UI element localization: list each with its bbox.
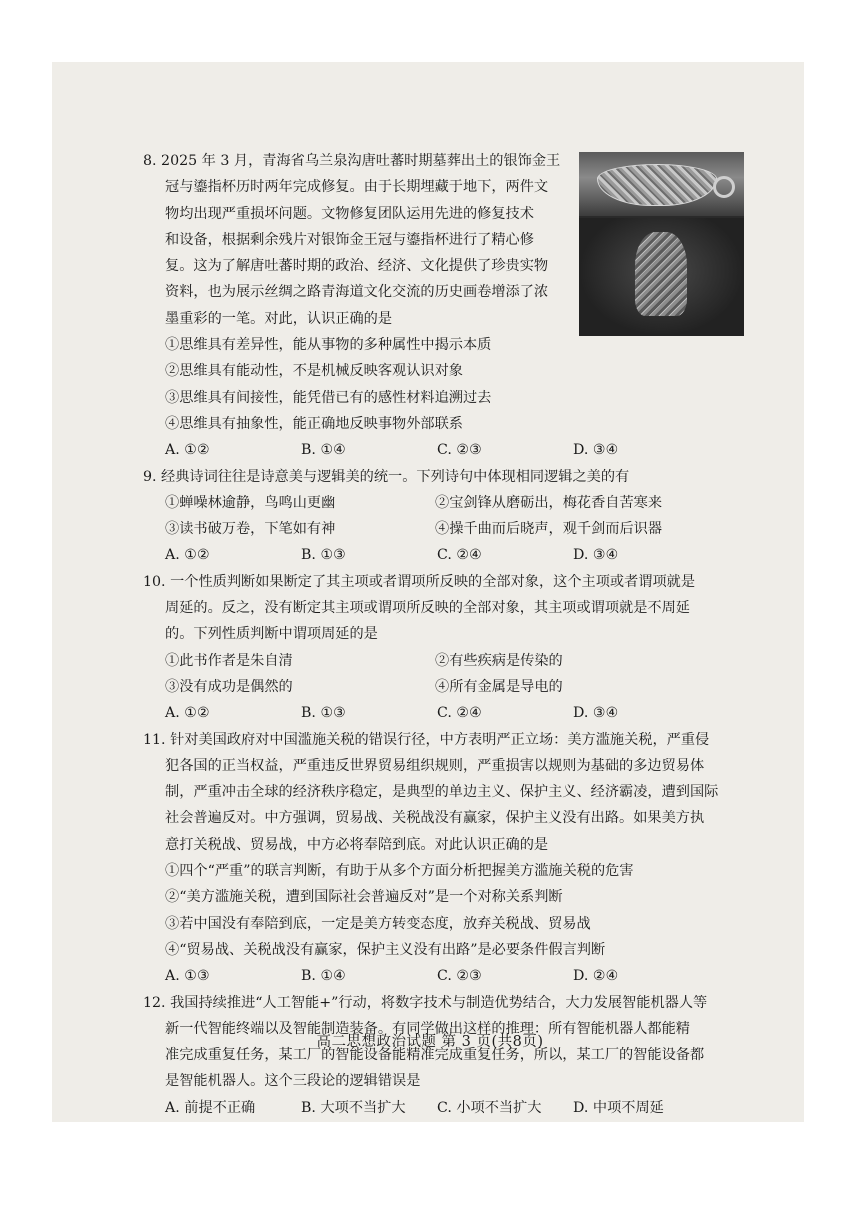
statement: ③读书破万卷，下笔如有神 — [165, 521, 336, 538]
question-9-line: 9. 经典诗词往往是诗意美与逻辑美的统一。下列诗句中体现相同逻辑之美的有 — [143, 468, 630, 485]
question-8-line: 资料，也为展示丝绸之路青海道文化交流的历史画卷增添了浓 — [165, 284, 549, 301]
statement: ④操千曲而后晓声，观千剑而后识器 — [435, 521, 663, 538]
statement: ②宝剑锋从磨砺出，梅花香自苦寒来 — [435, 494, 663, 511]
option-a[interactable]: A. ①③ — [165, 968, 210, 985]
answer-options — [143, 1095, 743, 1121]
question-12-line: 新一代智能终端以及智能制造装备。有同学做出这样的推理：所有智能机器人都能精 — [165, 1020, 690, 1037]
question-12-line: 是智能机器人。这个三段论的逻辑错误是 — [165, 1073, 421, 1090]
answer-options — [143, 542, 743, 568]
statement-row — [143, 490, 743, 516]
option-c[interactable]: C. ②③ — [437, 442, 482, 459]
question-11-line: 社会普遍反对。中方强调，贸易战、关税战没有赢家，保护主义没有出路。如果美方执 — [165, 810, 705, 827]
statement: ①四个“严重”的联言判断，有助于从多个方面分析把握美方滥施关税的危害 — [165, 863, 634, 880]
answer-options — [143, 437, 743, 463]
statement: ①蝉噪林逾静，鸟鸣山更幽 — [165, 494, 336, 511]
option-d[interactable]: D. ③④ — [573, 547, 619, 564]
option-a[interactable]: A. ①② — [165, 442, 210, 459]
statement: ①此书作者是朱自清 — [165, 652, 293, 669]
option-a[interactable]: A. ①② — [165, 705, 210, 722]
question-11-line: 制，严重冲击全球的经济秩序稳定，是典型的单边主义、保护主义、经济霸凌，遭到国际 — [165, 784, 719, 801]
option-a[interactable]: A. 前提不正确 — [165, 1099, 256, 1116]
option-d[interactable]: D. ③④ — [573, 442, 619, 459]
question-10 — [143, 569, 743, 727]
option-c[interactable]: C. 小项不当扩大 — [437, 1099, 542, 1116]
answer-options — [143, 700, 743, 726]
option-a[interactable]: A. ①② — [165, 547, 210, 564]
statement: ②思维具有能动性，不是机械反映客观认识对象 — [165, 363, 463, 380]
option-b[interactable]: B. ①④ — [301, 968, 346, 985]
question-8-line: 墨重彩的一笔。对此，认识正确的是 — [165, 310, 393, 327]
statement: ③若中国没有奉陪到底，一定是美方转变态度，放弃关税战、贸易战 — [165, 915, 591, 932]
option-b[interactable]: B. ①③ — [301, 547, 346, 564]
question-12-line: 准完成重复任务，某工厂的智能设备能精准完成重复任务，所以，某工厂的智能设备都 — [165, 1047, 705, 1064]
question-content — [143, 148, 743, 1121]
option-d[interactable]: D. 中项不周延 — [573, 1099, 664, 1116]
statement: ④“贸易战、关税战没有赢家，保护主义没有出路”是必要条件假言判断 — [165, 941, 606, 958]
question-8-line: 和设备，根据剩余残片对银饰金王冠与鎏指杯进行了精心修 — [165, 231, 534, 248]
statement: ③没有成功是偶然的 — [165, 678, 293, 695]
statement: ④思维具有抽象性，能正确地反映事物外部联系 — [165, 415, 463, 432]
question-8 — [143, 148, 743, 464]
statement: ④所有金属是导电的 — [435, 678, 563, 695]
option-b[interactable]: B. 大项不当扩大 — [301, 1099, 406, 1116]
question-8-line: 物均出现严重损坏问题。文物修复团队运用先进的修复技术 — [165, 205, 534, 222]
statement-row — [143, 648, 743, 674]
statement: ②“美方滥施关税，遭到国际社会普遍反对”是一个对称关系判断 — [165, 889, 563, 906]
statement: ③思维具有间接性，能凭借已有的感性材料追溯过去 — [165, 389, 492, 406]
option-b[interactable]: B. ①③ — [301, 705, 346, 722]
statement-row — [143, 516, 743, 542]
statement: ①思维具有差异性，能从事物的多种属性中揭示本质 — [165, 337, 492, 354]
question-10-line: 10. 一个性质判断如果断定了其主项或者谓项所反映的全部对象，这个主项或者谓项就是 — [143, 573, 696, 590]
question-10-line: 周延的。反之，没有断定其主项或谓项所反映的全部对象，其主项或谓项就是不周延 — [165, 600, 690, 617]
question-8-line: 复。这为了解唐吐蕃时期的政治、经济、文化提供了珍贵实物 — [165, 258, 549, 275]
question-12 — [143, 990, 743, 1121]
question-11 — [143, 727, 743, 990]
question-12-line: 12. 我国持续推进“人工智能+”行动，将数字技术与制造优势结合，大力发展智能机器人等 — [143, 994, 708, 1011]
option-c[interactable]: C. ②③ — [437, 968, 482, 985]
question-11-line: 犯各国的正当权益，严重违反世界贸易组织规则，严重损害以规则为基础的多边贸易体 — [165, 757, 705, 774]
statement-row — [143, 674, 743, 700]
option-d[interactable]: D. ②④ — [573, 968, 619, 985]
page-footer: 高二思想政治试题 第 3 页(共8页) — [316, 1034, 544, 1050]
question-8-line: 冠与鎏指杯历时两年完成修复。由于长期埋藏于地下，两件文 — [165, 179, 549, 196]
question-11-line: 意打关税战、贸易战，中方必将奉陪到底。对此认识正确的是 — [165, 836, 549, 853]
question-8-line: 8. 2025 年 3 月，青海省乌兰泉沟唐吐蕃时期墓葬出土的银饰金王 — [143, 153, 561, 169]
question-11-line: 11. 针对美国政府对中国滥施关税的错误行径，中方表明严正立场：美方滥施关税，严重侵 — [143, 731, 710, 748]
question-9 — [143, 464, 743, 569]
option-c[interactable]: C. ②④ — [437, 547, 482, 564]
question-10-line: 的。下列性质判断中谓项周延的是 — [165, 626, 378, 643]
option-c[interactable]: C. ②④ — [437, 705, 482, 722]
option-b[interactable]: B. ①④ — [301, 442, 346, 459]
answer-options — [143, 963, 743, 989]
option-d[interactable]: D. ③④ — [573, 705, 619, 722]
statement: ②有些疾病是传染的 — [435, 652, 563, 669]
